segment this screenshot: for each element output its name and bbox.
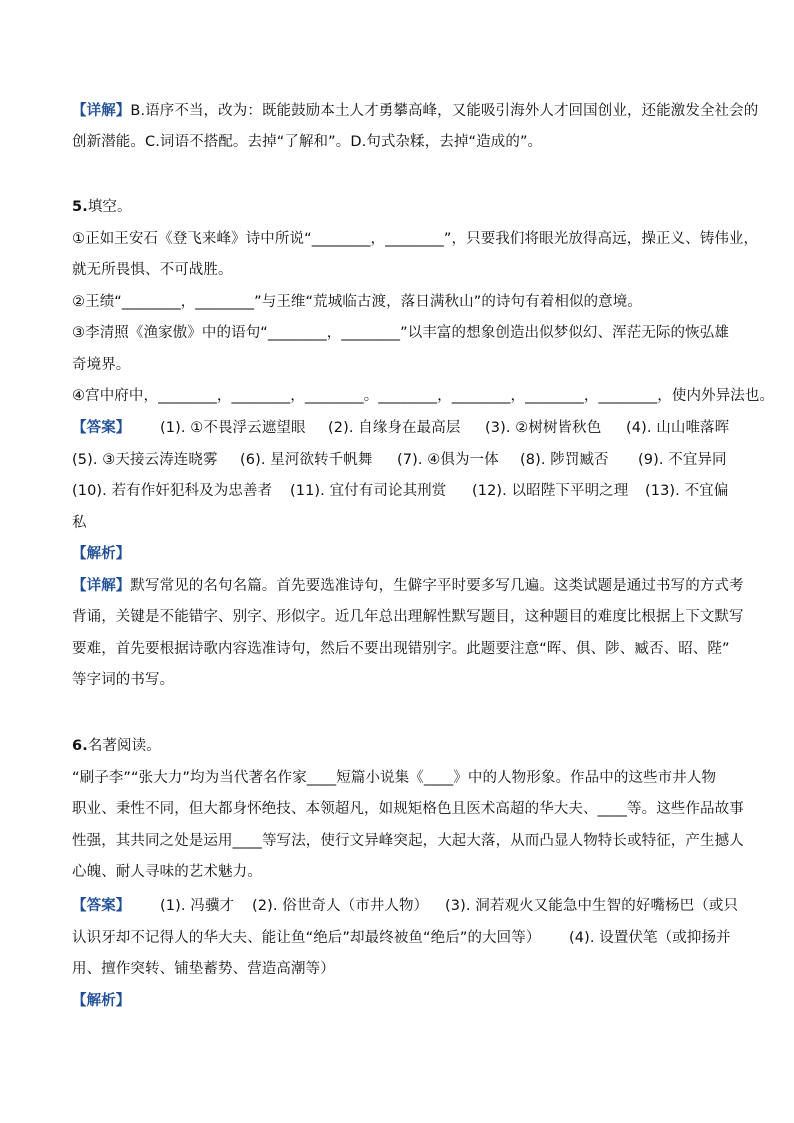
answer-item: (12). 以昭陛下平明之理 [472,483,629,499]
answer-item: (1). 冯骥才 [160,898,235,914]
answer-item: (9). 不宜异同 [638,452,727,468]
q5-item1-line-1: ①正如王安石《登飞来峰》诗中所说“________，________”，只要我们将眼光放得高远，操正义、铸伟业， [72,231,759,247]
q6-line-3: 性强，其共同之处是运用____等写法，使行文异峰突起，大起大落，从而凸显人物特长或特征，产生撼人 [72,833,744,849]
answer-item: (5). ③天接云涛连晓雾 [72,452,218,468]
q5-item1-line-2: 就无所畏惧、不可战胜。 [72,262,233,278]
q6-line-4: 心魄、耐人寻味的艺术魅力。 [72,864,262,880]
q5-item3-line-1: ③李清照《渔家傲》中的语句“________，________”以丰富的想象创造出似梦似幻、浑茫无际的恢弘雄 [72,325,729,341]
answer-item: (2). 俗世奇人（市井人物） [252,898,429,914]
answer-item: 认识牙却不记得人的华大夫、能让鱼“绝后”却最终被鱼“绝后”的大回等） [72,930,541,946]
q6-title: 名著阅读。 [87,738,161,754]
answer-tag: 【答案】 [72,898,131,914]
q6-answer-row-3: 用、擅作突转、铺垫蓄势、营造高潮等） [72,961,335,977]
q5-heading [72,197,732,217]
answer-item: (4). 设置伏笔（或抑扬并 [569,930,731,946]
answer-item: (3). ②树树皆秋色 [485,420,602,436]
q6-line-2: 职业、秉性不同，但大都身怀绝技、本领超凡，如规矩格色且医术高超的华大夫、____等。这些作品故事 [72,801,744,817]
q6-answer-row-1 [72,896,739,916]
q4-detail-line-1 [72,101,759,121]
q5-title: 填空。 [87,199,132,215]
answer-item: (11). 宜付有司论其刑赏 [290,483,447,499]
answer-item: (1). ①不畏浮云遮望眼 [160,420,306,436]
q6-analysis-heading [72,991,732,1011]
q6-heading [72,736,732,756]
answer-item: (8). 陟罚臧否 [520,452,609,468]
answer-item: (4). 山山唯落晖 [626,420,730,436]
detail-tag: 【详解】 [72,578,131,594]
q6-number: 6. [72,738,88,754]
answer-item: (3). 洞若观火又能急中生智的好嘴杨巴（或只 [445,898,739,914]
analysis-tag: 【解析】 [72,546,131,562]
q5-detail-line-1 [72,576,744,596]
q6-line-1: “刷子李”“张大力”均为当代著名作家____短篇小说集《____》中的人物形象。作品中的这些市井人物 [72,770,717,786]
answer-item: (7). ④俱为一体 [397,452,499,468]
answer-item: (10). 若有作奸犯科及为忠善者 [72,483,273,499]
answer-item: (13). 不宜偏 [645,483,729,499]
q5-detail-text-1: 默写常见的名句名篇。首先要选准诗句，生僻字平时要多写几遍。这类试题是通过书写的方式考 [130,578,744,594]
answer-item: (6). 星河欲转千帆舞 [240,452,373,468]
q5-item3-line-2: 奇境界。 [72,357,131,373]
q4-detail-text-1: B.语序不当，改为：既能鼓励本土人才勇攀高峰，又能吸引海外人才回国创业，还能激发全社会的 [130,103,759,119]
analysis-tag: 【解析】 [72,993,131,1009]
q5-detail-line-4: 等字词的书写。 [72,672,175,688]
q5-item2: ②王绩“________，________”与王维“荒城临古渡，落日满秋山”的诗句有着相似的意境。 [72,294,642,310]
q5-detail-line-2: 背诵，关键是不能错字、别字、形似字。近几年总出理解性默写题目，这种题目的难度比根据上下文默写 [72,609,744,625]
q5-number: 5. [72,199,88,215]
q5-analysis-heading [72,544,732,564]
answer-item: (2). 自缘身在最高层 [328,420,461,436]
q4-detail-line-2: 创新潜能。C.词语不搭配。去掉“了解和”。D.句式杂糅，去掉“造成的”。 [72,134,543,150]
detail-tag: 【详解】 [72,103,131,119]
q5-answer-row-4: 私 [72,515,87,531]
q5-item4: ④宫中府中，________，________，________。________，________，________，________，使内外异法也。 [72,388,775,404]
answer-tag: 【答案】 [72,420,131,436]
q5-detail-line-3: 要难，首先要根据诗歌内容选准诗句，然后不要出现错别字。此题要注意“晖、俱、陟、臧否、昭、陛” [72,641,730,657]
q5-answer-row-1 [72,418,732,438]
